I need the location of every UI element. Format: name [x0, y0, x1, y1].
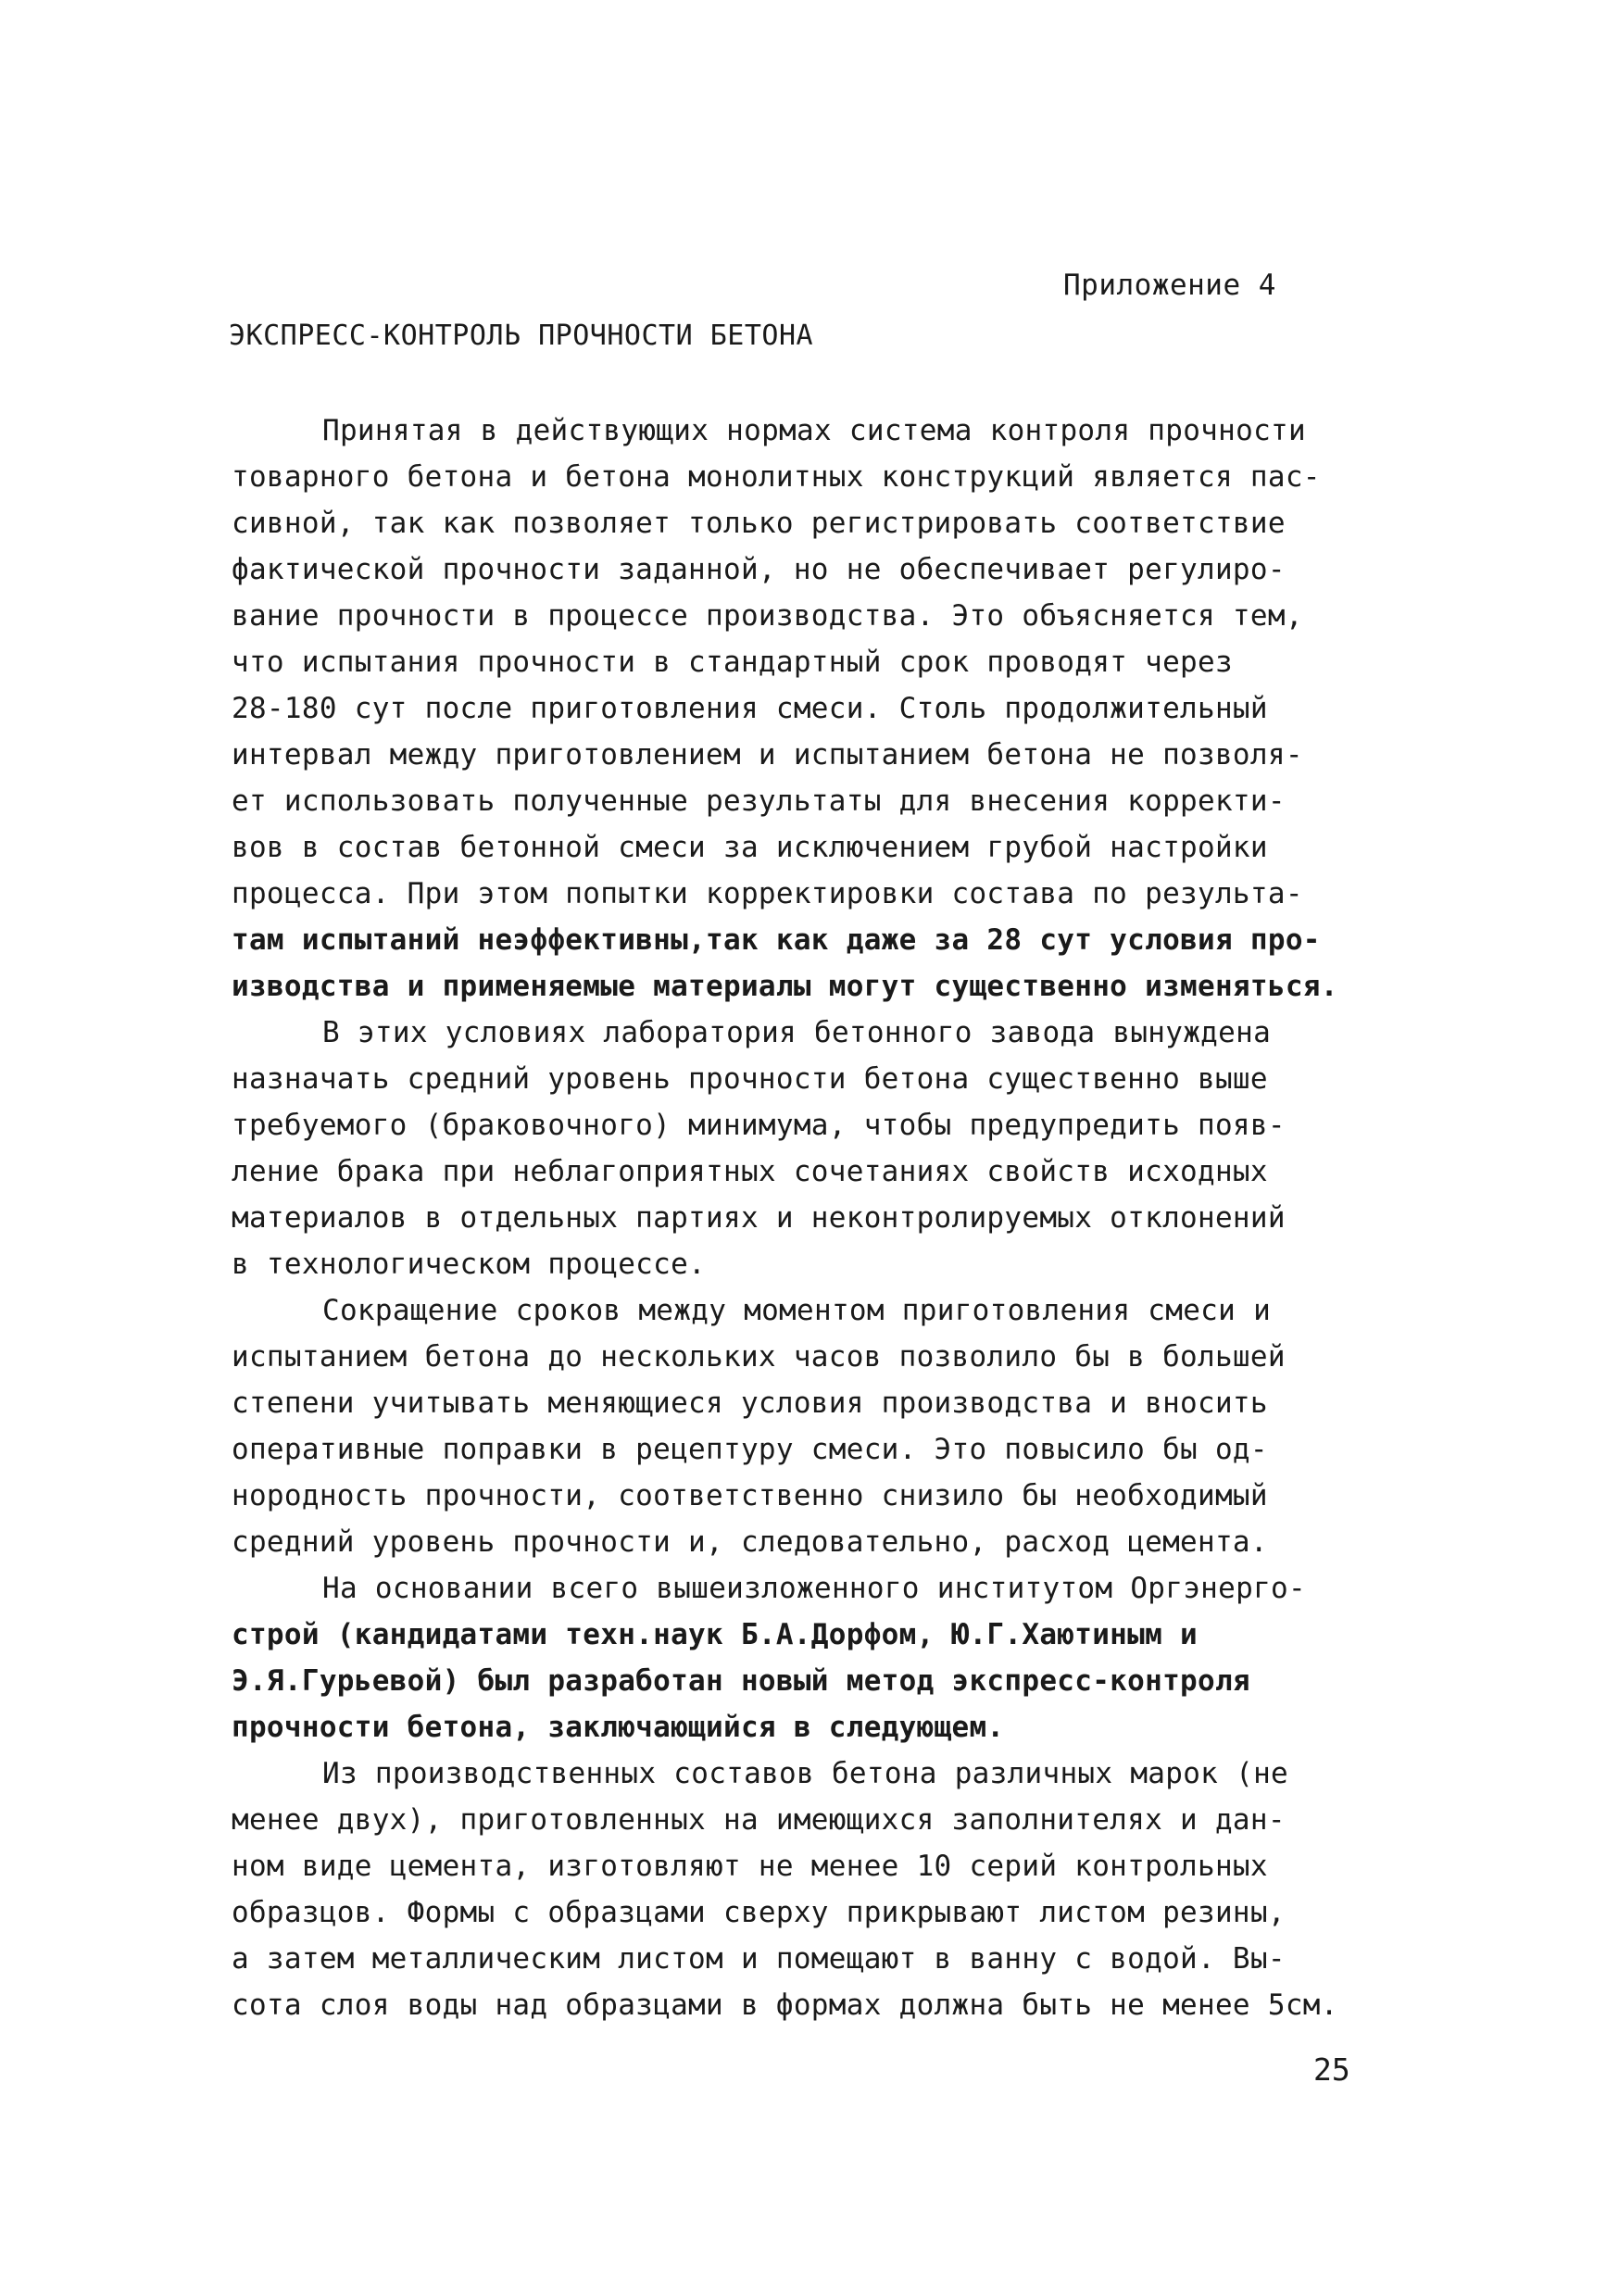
- text-line: вов в состав бетонной смеси за исключением грубой настройки: [232, 831, 1268, 864]
- text-line: интервал между приготовлением и испытанием бетона не позволя-: [232, 738, 1303, 772]
- text-line: фактической прочности заданной, но не обеспечивает регулиро-: [232, 553, 1286, 586]
- text-line: средний уровень прочности и, следовательно, расход цемента.: [232, 1525, 1268, 1559]
- paragraph-2: [232, 1010, 1426, 1287]
- text-line-bold: строй (кандидатами техн.наук Б.А.Дорфом, Ю.Г.Хаютиным и: [232, 1618, 1198, 1651]
- text-line: в технологическом процессе.: [232, 1248, 707, 1281]
- appendix-label: Приложение 4: [1063, 269, 1276, 302]
- text-line: В этих условиях лаборатория бетонного завода вынуждена: [322, 1016, 1272, 1049]
- text-line: менее двух), приготовленных на имеющихся заполнителях и дан-: [232, 1803, 1286, 1837]
- text-line: что испытания прочности в стандартный срок проводят через: [232, 646, 1233, 679]
- text-line: ление брака при неблагоприятных сочетаниях свойств исходных: [232, 1155, 1268, 1188]
- text-line: степени учитывать меняющиеся условия производства и вносить: [232, 1386, 1268, 1420]
- text-line: требуемого (браковочного) минимума, чтобы предупредить появ-: [232, 1109, 1286, 1142]
- text-line: 28-180 сут после приготовления смеси. Столь продолжительный: [232, 692, 1268, 725]
- document-body: [232, 408, 1426, 2028]
- text-line-bold: там испытаний неэффективны,так как даже за 28 сут условия про-: [232, 923, 1321, 957]
- text-line: Принятая в действующих нормах система контроля прочности: [322, 414, 1306, 447]
- text-line: испытанием бетона до нескольких часов позволило бы в большей: [232, 1340, 1286, 1374]
- text-line: материалов в отдельных партиях и неконтролируемых отклонений: [232, 1201, 1286, 1235]
- text-line: вание прочности в процессе производства. Это объясняется тем,: [232, 599, 1303, 633]
- text-line: сивной, так как позволяет только регистрировать соответствие: [232, 507, 1286, 540]
- text-line: Из производственных составов бетона различных марок (не: [322, 1757, 1288, 1790]
- text-line: назначать средний уровень прочности бетона существенно выше: [232, 1062, 1268, 1096]
- text-line: На основании всего вышеизложенного институтом Оргэнерго-: [322, 1572, 1306, 1605]
- text-line: товарного бетона и бетона монолитных конструкций является пас-: [232, 460, 1321, 494]
- text-line: а затем металлическим листом и помещают в ванну с водой. Вы-: [232, 1942, 1286, 1976]
- text-line: Сокращение сроков между моментом приготовления смеси и: [322, 1294, 1272, 1327]
- paragraph-1: [232, 408, 1426, 1010]
- paragraph-5: [232, 1750, 1426, 2028]
- text-line: оперативные поправки в рецептуру смеси. Это повысило бы од-: [232, 1433, 1268, 1466]
- text-line: нородность прочности, соответственно снизило бы необходимый: [232, 1479, 1268, 1512]
- text-line-bold: изводства и применяемые материалы могут существенно изменяться.: [232, 970, 1338, 1003]
- text-line-bold: прочности бетона, заключающийся в следующем.: [232, 1711, 1005, 1744]
- text-line: ном виде цемента, изготовляют не менее 10 серий контрольных: [232, 1850, 1268, 1883]
- text-line: ет использовать полученные результаты для внесения корректи-: [232, 784, 1286, 818]
- paragraph-3: [232, 1287, 1426, 1565]
- text-line: сота слоя воды над образцами в формах должна быть не менее 5см.: [232, 1989, 1338, 2022]
- paragraph-4: [232, 1565, 1426, 1750]
- text-line-bold: Э.Я.Гурьевой) был разработан новый метод экспресс-контроля: [232, 1664, 1250, 1698]
- document-title: ЭКСПРЕСС-КОНТРОЛЬ ПРОЧНОСТИ БЕТОНА: [229, 320, 814, 352]
- text-line: процесса. При этом попытки корректировки состава по результа-: [232, 877, 1303, 910]
- page-number: 25: [1313, 2051, 1350, 2088]
- text-line: образцов. Формы с образцами сверху прикрывают листом резины,: [232, 1896, 1286, 1929]
